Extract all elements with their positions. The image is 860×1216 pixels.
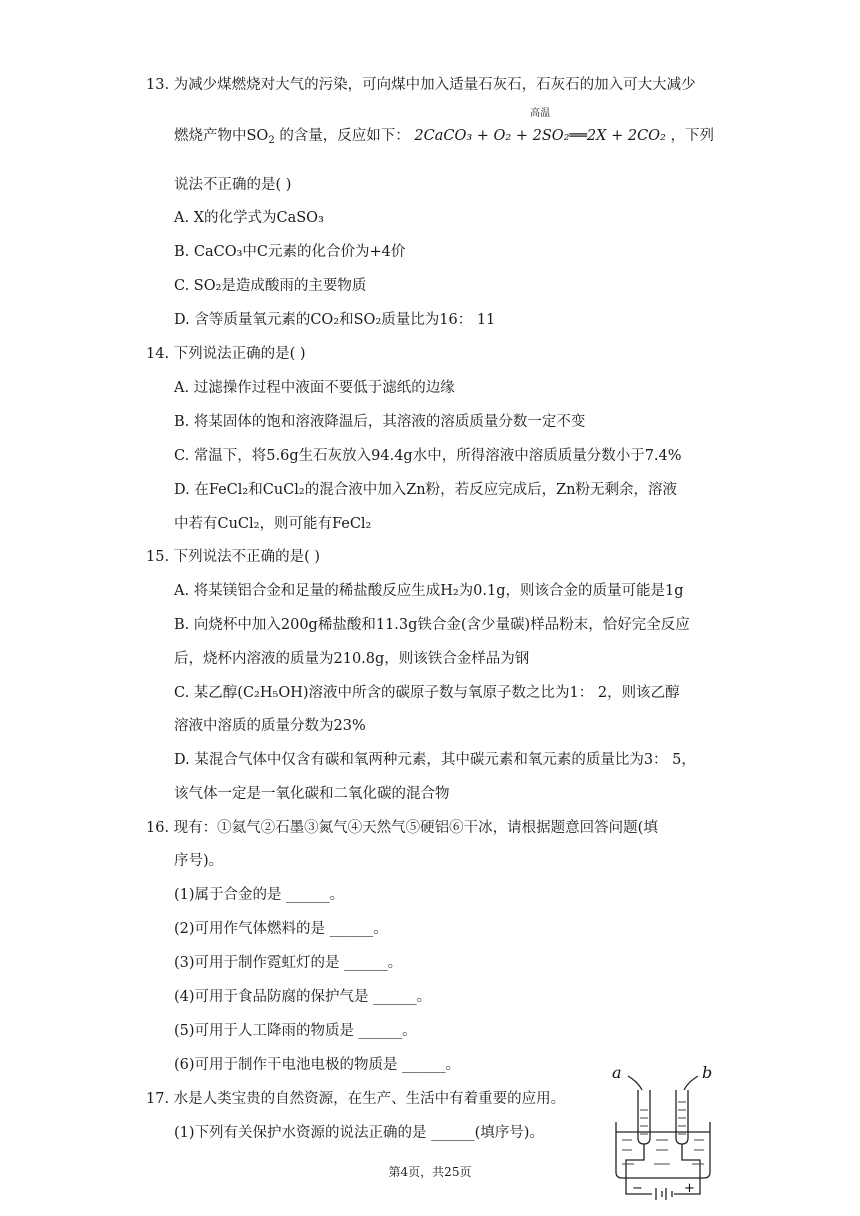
figure-label-a: a [612, 1064, 622, 1082]
q14-option-d-line1: D. 在FeCl₂和CuCl₂的混合液中加入Zn粉，若反应完成后，Zn粉无剩余，溶液 [174, 482, 678, 498]
q17-stem: 17. 水是人类宝贵的自然资源，在生产、生活中有着重要的应用。 [146, 1091, 566, 1107]
figure-label-b: b [702, 1064, 713, 1082]
page-footer: 第4页，共25页 [388, 1165, 472, 1179]
figure-minus-sign: − [632, 1181, 643, 1196]
q15-option-a: A. 将某镁铝合金和足量的稀盐酸反应生成H₂为0.1g，则该合金的质量可能是1g [174, 583, 684, 599]
q13-reaction-equation: 2CaCO₃ + O₂ + 2SO₂══2X + 2CO₂ [414, 128, 666, 144]
right-test-tube [676, 1090, 688, 1144]
q14-option-d-line2: 中若有CuCl₂，则可能有FeCl₂ [174, 516, 372, 532]
q17-item-1: (1)下列有关保护水资源的说法正确的是 ______(填序号)。 [174, 1125, 544, 1141]
q15-option-c-line1: C. 某乙醇(C₂H₅OH)溶液中所含的碳原子数与氧原子数之比为1： 2，则该乙醇 [174, 685, 680, 701]
q14-option-a: A. 过滤操作过程中液面不要低于滤纸的边缘 [174, 380, 455, 396]
q15-option-d-line2: 该气体一定是一氧化碳和二氧化碳的混合物 [174, 786, 450, 802]
q15-option-b-line1: B. 向烧杯中加入200g稀盐酸和11.3g铁合金(含少量碳)样品粉末，恰好完全反应 [174, 617, 690, 633]
q16-item-6: (6)可用于制作干电池电极的物质是 ______。 [174, 1057, 461, 1073]
q13-option-c: C. SO₂是造成酸雨的主要物质 [174, 278, 367, 294]
q15-option-c-line2: 溶液中溶质的质量分数为23% [174, 718, 366, 734]
q15-option-b-line2: 后，烧杯内溶液的质量为210.8g，则该铁合金样品为钢 [174, 651, 530, 667]
q13-option-d: D. 含等质量氧元素的CO₂和SO₂质量比为16： 11 [174, 312, 496, 328]
q13-line3: 说法不正确的是( ) [174, 177, 292, 193]
q16-item-2: (2)可用作气体燃料的是 ______。 [174, 921, 388, 937]
right-tube-liquid [678, 1102, 686, 1134]
q16-stem-line2: 序号)。 [174, 853, 224, 869]
q13-line2-pre: 燃烧产物中$SO_2$ [174, 128, 275, 146]
q14-option-b: B. 将某固体的饱和溶液降温后，其溶液的溶质质量分数一定不变 [174, 414, 586, 430]
figure-plus-sign: + [684, 1181, 695, 1196]
q13-line2 [174, 108, 714, 146]
label-b-leader [684, 1076, 698, 1090]
q16-item-4: (4)可用于食品防腐的保护气是 ______。 [174, 989, 432, 1005]
q13-reaction [414, 108, 666, 146]
left-test-tube [638, 1090, 650, 1144]
q16-stem-line1: 16. 现有：①氦气②石墨③氮气④天然气⑤硬铝⑥干冰，请根据题意回答问题(填 [146, 820, 658, 836]
q13-reaction-condition: 高温 [530, 108, 551, 119]
q16-item-1: (1)属于合金的是 ______。 [174, 887, 345, 903]
label-a-leader [628, 1076, 642, 1090]
battery [656, 1188, 672, 1200]
q13-option-b: B. CaCO₃中C元素的化合价为+4价 [174, 244, 406, 260]
q16-item-5: (5)可用于人工降雨的物质是 ______。 [174, 1023, 417, 1039]
q13-line2-mid: 的含量，反应如下： [279, 128, 410, 144]
left-tube-liquid [640, 1110, 648, 1134]
electrolysis-apparatus-figure [604, 1064, 728, 1204]
q13-line2-subscript: 2 [268, 135, 275, 146]
q13-line2-post: ，下列 [670, 128, 714, 144]
q15-option-d-line1: D. 某混合气体中仅含有碳和氧两种元素，其中碳元素和氧元素的质量比为3： 5， [174, 752, 696, 768]
q13-option-a: A. X的化学式为CaSO₃ [174, 210, 324, 226]
q13-line1: 13. 为减少煤燃烧对大气的污染，可向煤中加入适量石灰石，石灰石的加入可大大减少 [146, 77, 696, 93]
q14-stem: 14. 下列说法正确的是( ) [146, 346, 306, 362]
q14-option-c: C. 常温下，将5.6g生石灰放入94.4g水中，所得溶液中溶质质量分数小于7.4% [174, 448, 682, 464]
q15-stem: 15. 下列说法不正确的是( ) [146, 549, 321, 565]
q16-item-3: (3)可用于制作霓虹灯的是 ______。 [174, 955, 403, 971]
